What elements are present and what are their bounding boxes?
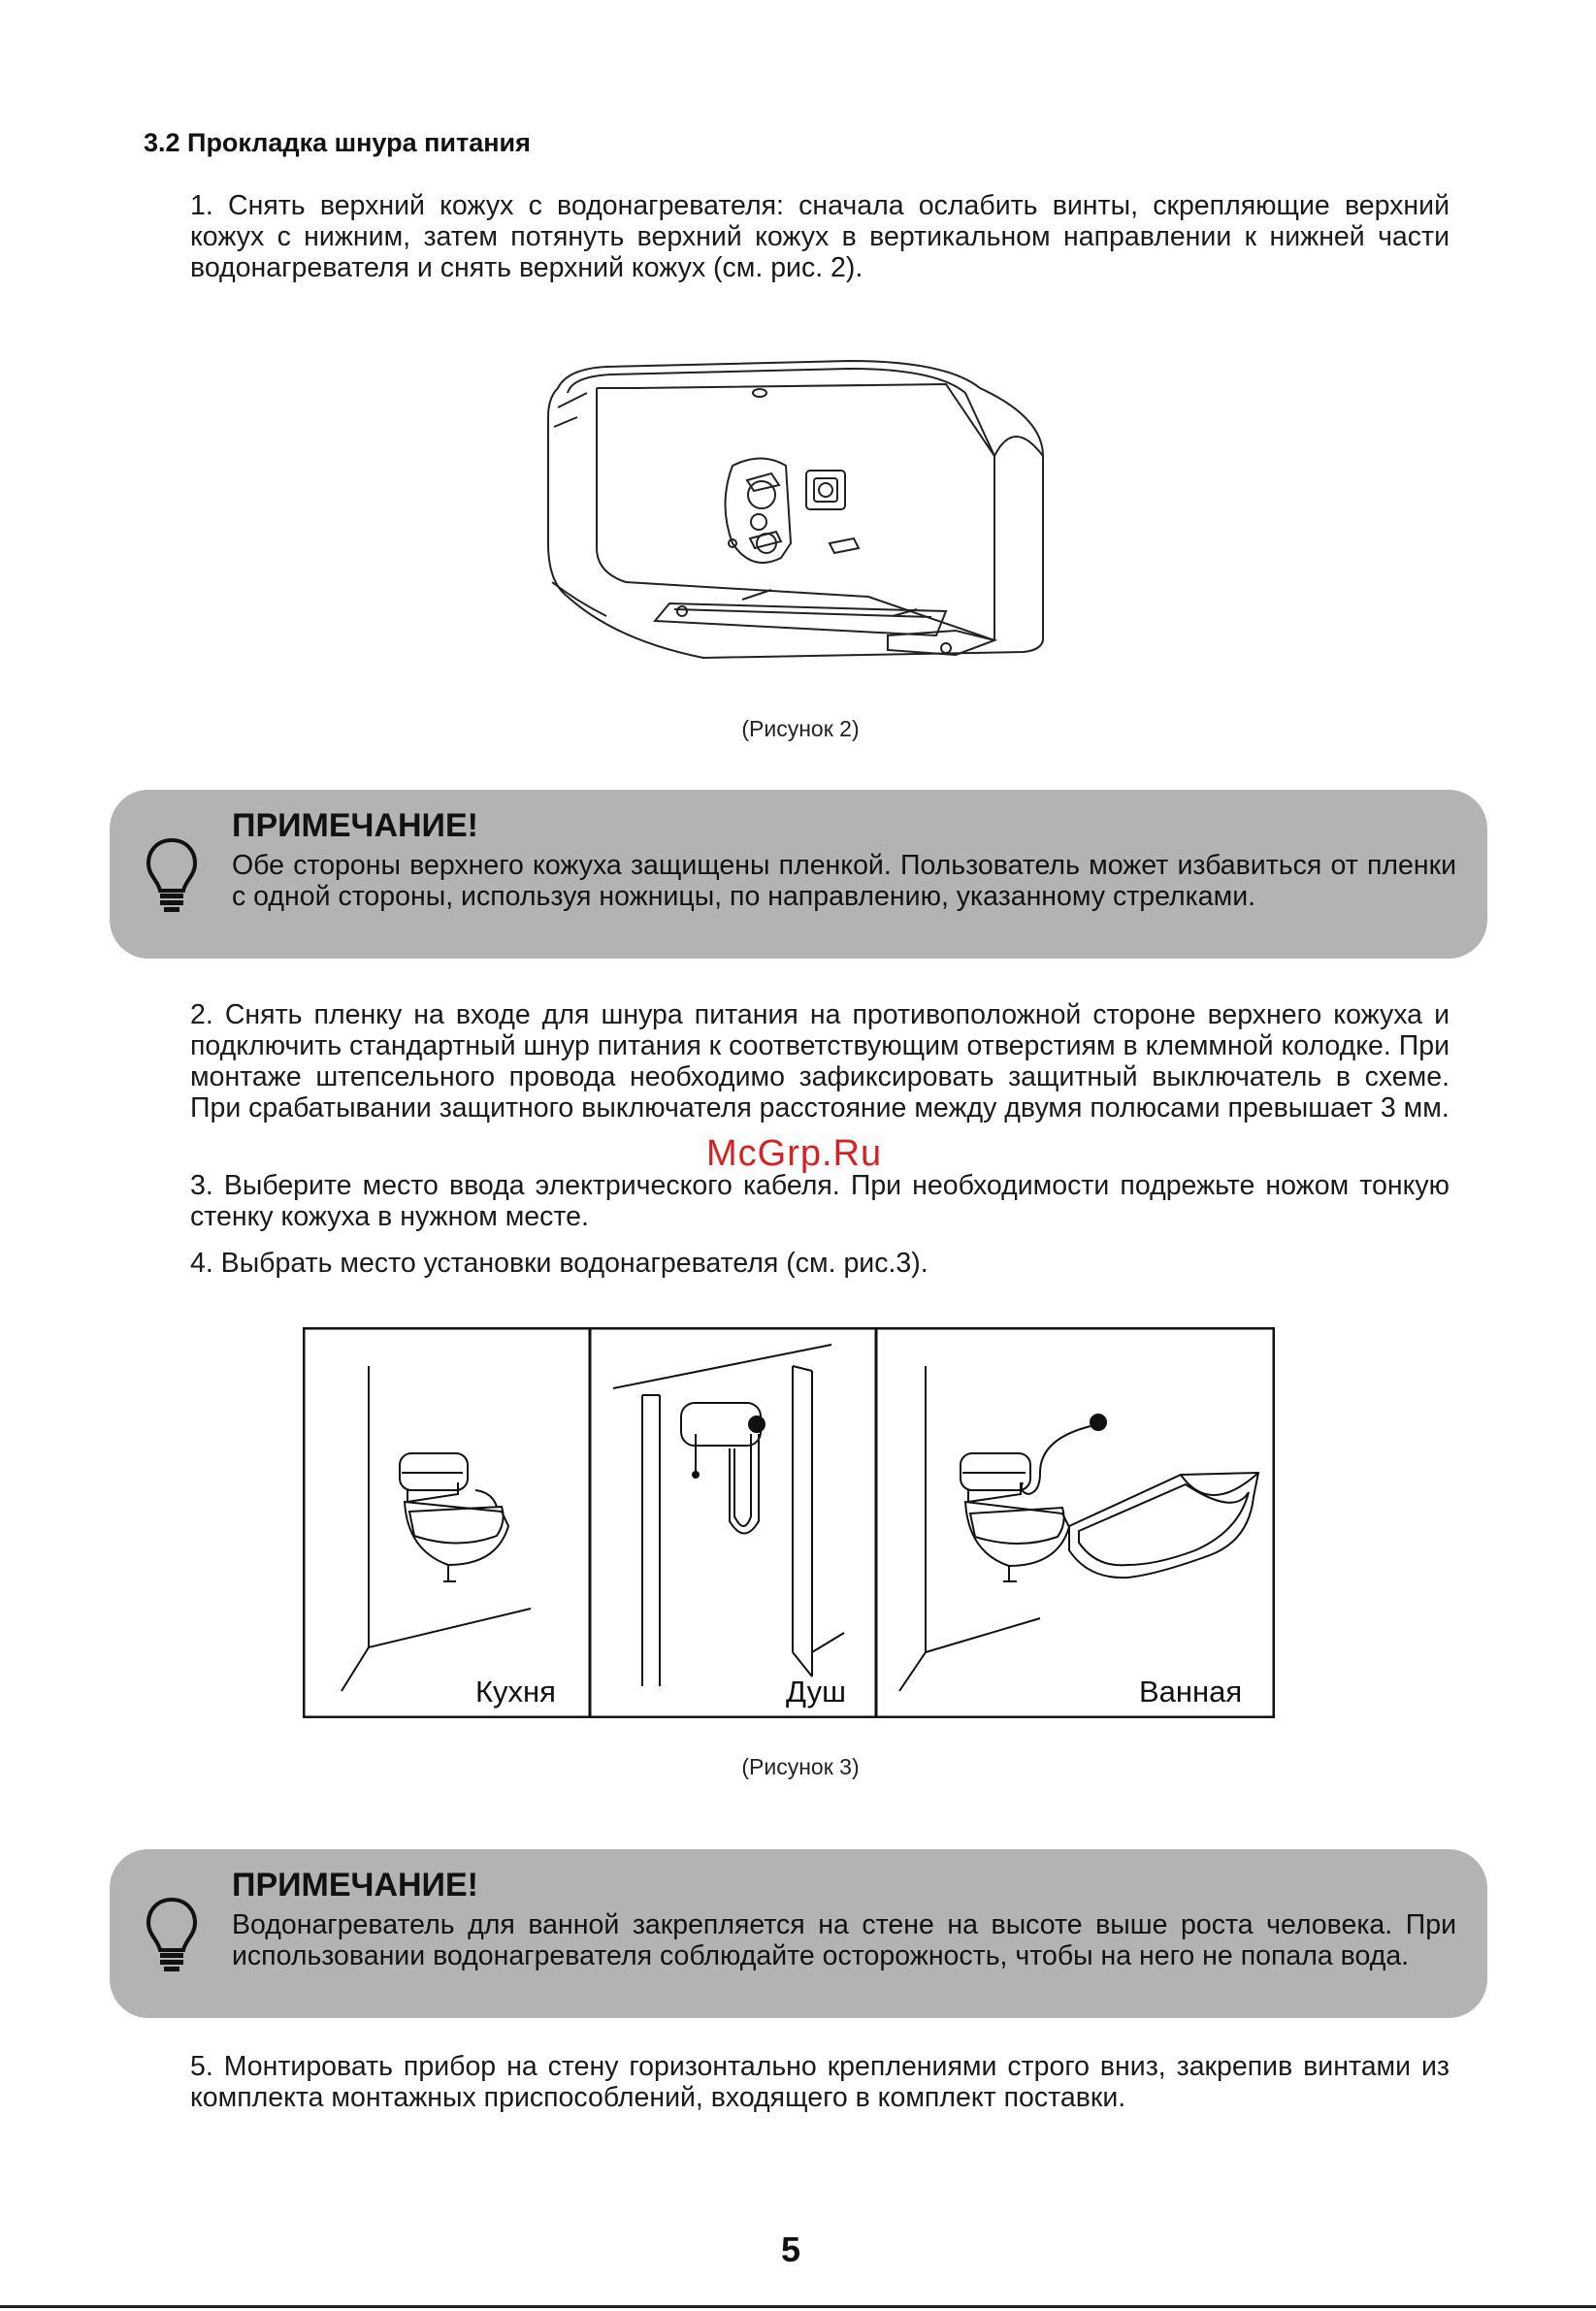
step-5-text: 5. Монтировать прибор на стену горизонтально креплениями строго вниз, закрепив винтами из комплекта монтажных приспособлений, входящего в комплект поставки.	[190, 2051, 1449, 2113]
panel-label-shower: Душ	[786, 1675, 847, 1709]
panel-label-bathroom: Ванная	[1139, 1675, 1243, 1709]
note-box-2	[110, 1849, 1487, 2018]
note-1-title: ПРИМЕЧАНИЕ!	[232, 807, 478, 844]
watermark: McGrp.Ru	[706, 1133, 883, 1174]
note-2-title: ПРИМЕЧАНИЕ!	[232, 1867, 478, 1904]
page-bottom-rule	[0, 2305, 1596, 2308]
panel-label-kitchen: Кухня	[475, 1675, 556, 1709]
step-2-text: 2. Снять пленку на входе для шнура питания на противоположной стороне верхнего кожуха и подключить стандартный шнур питания к соответствующим отверстиям в клеммной колодке. При монтаже штепсельного провода необходимо зафиксировать защитный выключатель в схеме. При срабатывании защитного выключателя расстояние между двумя полюсами превышает 3 мм.	[190, 999, 1450, 1123]
step-3-text: 3. Выберите место ввода электрического кабеля. При необходимости подрежьте ножом тонкую стенку кожуха в нужном месте.	[190, 1170, 1449, 1232]
lightbulb-icon	[145, 1896, 199, 1973]
shower-illustration	[613, 1345, 844, 1686]
figure-3-caption: (Рисунок 3)	[741, 1754, 860, 1779]
bathroom-illustration	[899, 1366, 1258, 1691]
note-box-1	[110, 790, 1487, 959]
figure-2-caption: (Рисунок 2)	[741, 716, 860, 741]
figure-3	[303, 1327, 1275, 1718]
section-heading: 3.2 Прокладка шнура питания	[144, 128, 531, 157]
page-number: 5	[780, 2230, 801, 2269]
step-1-text: 1. Снять верхний кожух с водонагревателя: сначала ослабить винты, скрепляющие верхний кожух с нижним, затем потянуть верхний кожух в вертикальном направлении к нижней части водонагревателя и снять верхний кожух (см. рис. 2).	[190, 190, 1449, 283]
step-4-text: 4. Выбрать место установки водонагревателя (см. рис.3).	[190, 1248, 928, 1279]
figure-2-cover-illustration	[538, 349, 1053, 694]
figure-3-illustration	[303, 1327, 1275, 1718]
note-1-text: Обе стороны верхнего кожуха защищены пленкой. Пользователь может избавиться от пленки с одной стороны, используя ножницы, по направлению, указанному стрелками.	[232, 850, 1456, 912]
note-2-text: Водонагреватель для ванной закрепляется на стене на высоте выше роста человека. При использовании водонагревателя соблюдайте осторожность, чтобы на него не попала вода.	[232, 1909, 1456, 1971]
lightbulb-icon	[145, 836, 199, 914]
kitchen-illustration	[342, 1366, 531, 1691]
